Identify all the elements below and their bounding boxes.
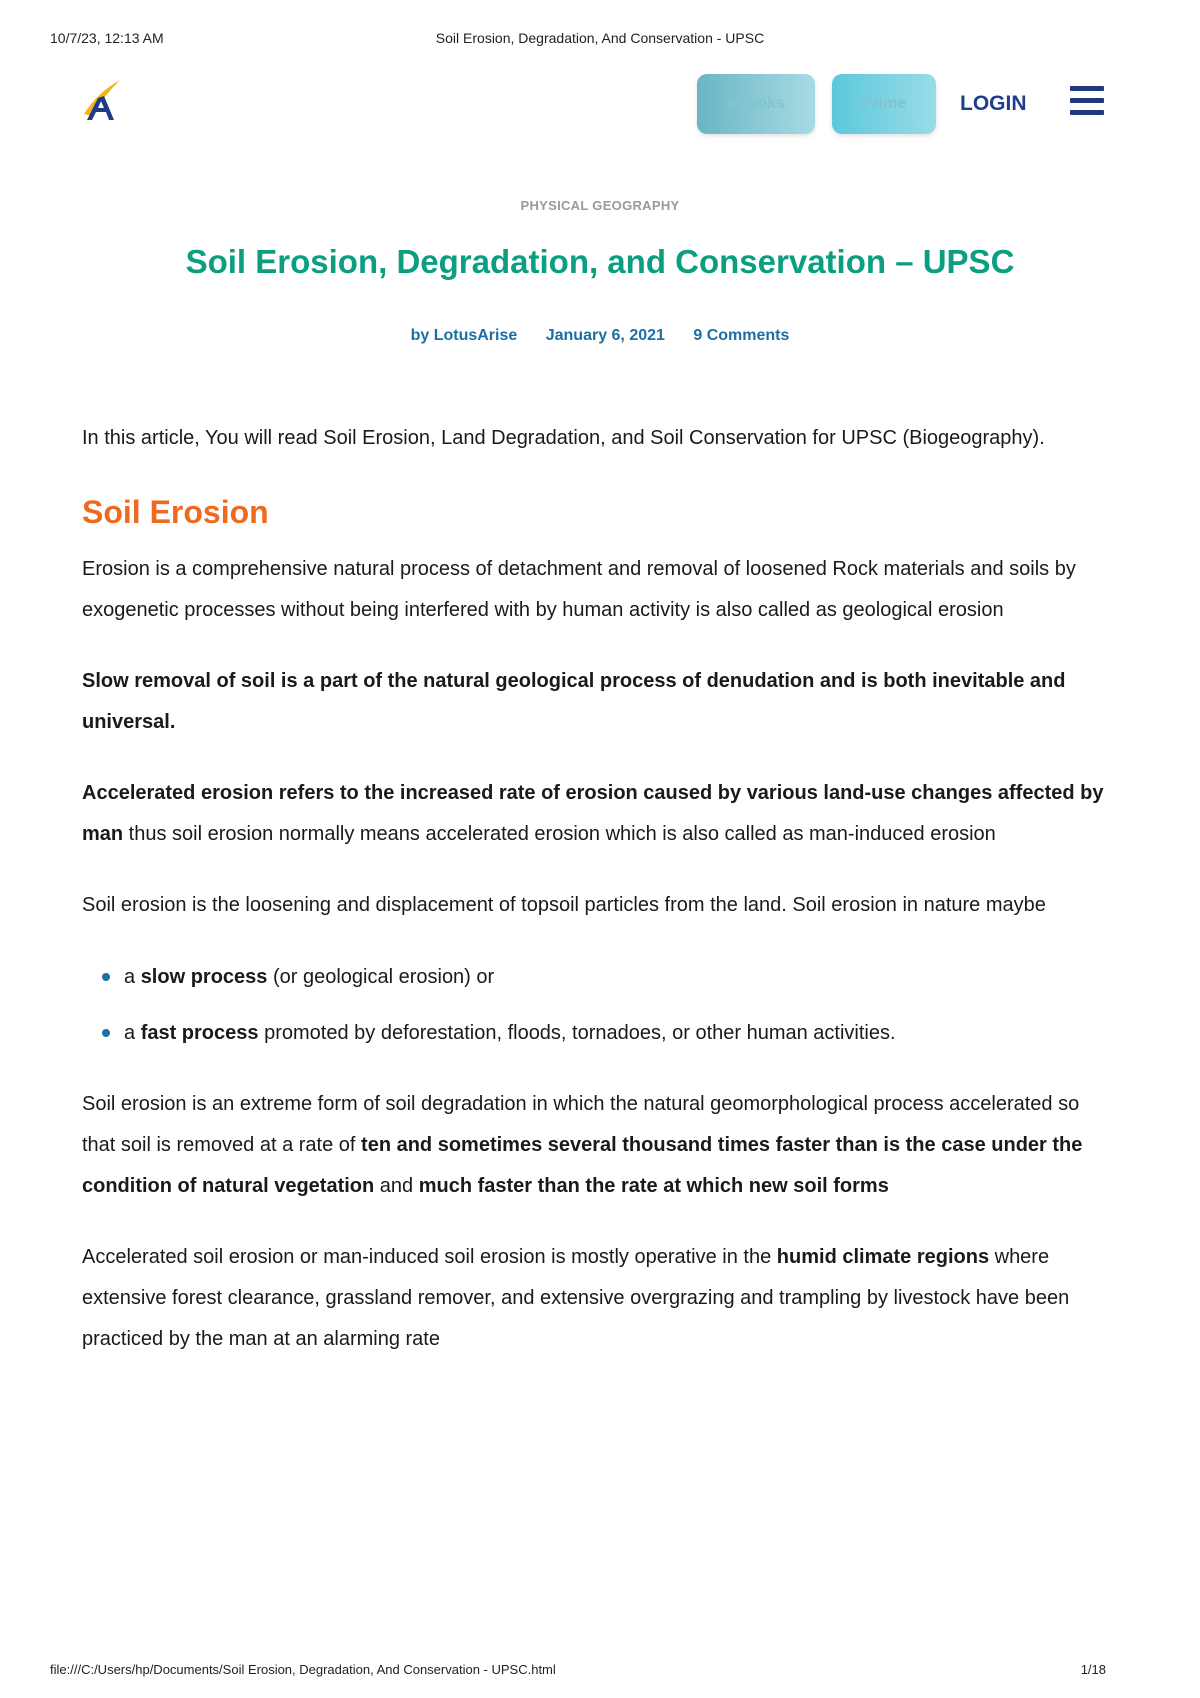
list-text: a xyxy=(124,1022,141,1044)
author-link[interactable]: by LotusArise xyxy=(410,327,518,344)
paragraph-text: thus soil erosion normally means accelerated erosion which is also called as man-induced erosion xyxy=(123,823,996,845)
bold-text: fast process xyxy=(140,1022,259,1044)
date-link[interactable]: January 6, 2021 xyxy=(545,327,665,344)
paragraph xyxy=(82,1237,1118,1360)
list-text: promoted by deforestation, floods, tornadoes, or other human activities. xyxy=(258,1022,896,1044)
paragraph-text: and xyxy=(374,1175,419,1197)
list-text: a xyxy=(124,966,141,988)
bold-text: Accelerated erosion refers to the increased rate of erosion caused by various land-use changes affected by man xyxy=(82,782,1104,845)
article-title: Soil Erosion, Degradation, and Conservation – UPSC xyxy=(185,243,1015,280)
paragraph xyxy=(82,1084,1118,1207)
print-header xyxy=(50,30,1150,48)
list-item xyxy=(124,956,1118,998)
bullet-dot-icon xyxy=(102,973,110,981)
paragraph xyxy=(82,773,1118,855)
category-link[interactable]: PHYSICAL GEOGRAPHY xyxy=(520,198,680,213)
bold-text: ten and sometimes several thousand times faster than is the case under the condition of natural vegetation xyxy=(82,1134,1083,1197)
bold-text: slow process xyxy=(140,966,268,988)
bullet-dot-icon xyxy=(102,1029,110,1037)
prime-button[interactable]: Prime xyxy=(832,74,936,134)
bold-text: humid climate regions xyxy=(776,1246,990,1268)
print-file-path: file:///C:/Users/hp/Documents/Soil Erosion, Degradation, And Conservation - UPSC.html xyxy=(50,1662,556,1677)
paragraph: Erosion is a comprehensive natural process of detachment and removal of loosened Rock materials and soils by exogenetic processes without being interfered with by human activity is also called as geological erosion xyxy=(82,558,1076,621)
paragraph: Soil erosion is the loosening and displacement of topsoil particles from the land. Soil erosion in nature maybe xyxy=(82,894,1046,916)
print-page-number: 1/18 xyxy=(1080,1662,1106,1677)
login-link[interactable]: LOGIN xyxy=(960,92,1027,115)
paragraph-text: where extensive forest clearance, grassland remover, and extensive overgrazing and trampling by livestock have been practiced by the man at an alarming rate xyxy=(82,1246,1070,1350)
intro-paragraph: In this article, You will read Soil Erosion, Land Degradation, and Soil Conservation for UPSC (Biogeography). xyxy=(82,427,1045,449)
list-item xyxy=(124,1012,1118,1054)
bold-text: much faster than the rate at which new soil forms xyxy=(418,1175,889,1197)
list-text: (or geological erosion) or xyxy=(267,966,495,988)
paragraph-text: Accelerated soil erosion or man-induced soil erosion is mostly operative in the xyxy=(82,1246,777,1268)
print-footer xyxy=(50,1662,1150,1680)
hamburger-menu-icon[interactable] xyxy=(1070,86,1104,116)
comments-link[interactable]: 9 Comments xyxy=(693,327,790,344)
paragraph-text: Soil erosion is an extreme form of soil degradation in which the natural geomorphological process accelerated so that soil is removed at a rate of xyxy=(82,1093,1080,1156)
ebooks-button[interactable]: eBooks xyxy=(697,74,815,134)
bullet-list xyxy=(82,956,1118,1054)
print-page-title: Soil Erosion, Degradation, And Conservation - UPSC xyxy=(435,30,765,46)
section-heading: Soil Erosion xyxy=(82,494,269,530)
lotusarise-logo-icon[interactable] xyxy=(80,76,124,126)
bold-text: Slow removal of soil is a part of the natural geological process of denudation and is both inevitable and universal. xyxy=(82,670,1066,733)
article-meta xyxy=(0,327,1200,345)
paragraph xyxy=(82,661,1118,743)
site-header xyxy=(80,70,1120,138)
article-content xyxy=(82,418,1118,1390)
print-datetime: 10/7/23, 12:13 AM xyxy=(50,30,164,46)
